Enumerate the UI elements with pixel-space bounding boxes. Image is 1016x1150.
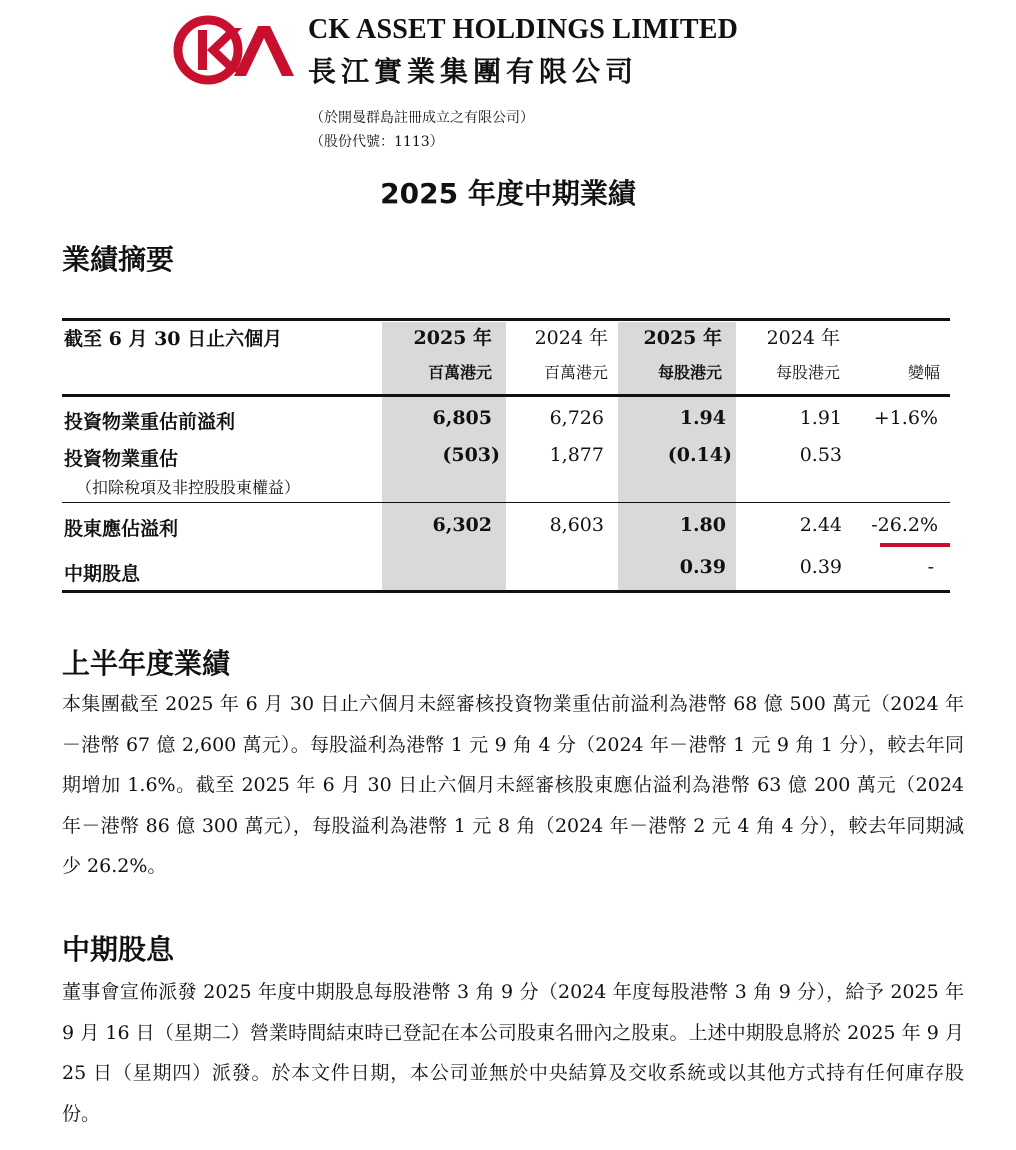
cell-value: 1.91 [799, 407, 842, 429]
results-summary-table [62, 318, 950, 594]
cell-value: (503) [442, 444, 500, 466]
results-paragraph: 本集團截至 2025 年 6 月 30 日止六個月未經審核投資物業重估前溢利為港幣 68 億 500 萬元（2024 年－港幣 67 億 2,600 萬元）。每股溢利為港幣 1 元 9 角 4 分（2024 年－港幣 1 元 9 角 1 分），較去年同期增加 1.6%。截至 2025 年 6 月 30 日止六個月未經審核股東應佔溢利為港幣 63 億 200 萬元（2024 年－港幣 86 億 300 萬元），每股溢利為港幣 1 元 8 角（2024 年－港幣 2 元 4 角 4 分），較去年同期減少 26.2%。 [62, 693, 964, 877]
summary-heading: 業績摘要 [62, 243, 175, 276]
company-name-en: CK ASSET HOLDINGS LIMITED [308, 14, 739, 45]
col-year-2025-hkm: 2025 年 [413, 327, 492, 349]
incorporation-text: （於開曼群島註冊成立之有限公司） [310, 110, 534, 126]
cell-value: 1,877 [549, 444, 604, 466]
cell-value: 0.39 [799, 556, 842, 578]
stock-code: （股份代號：1113） [310, 134, 444, 150]
cell-value: 8,603 [549, 514, 604, 536]
incorporation-note [310, 106, 534, 154]
cell-value: 6,302 [432, 514, 492, 536]
cell-change: +1.6% [873, 407, 938, 429]
col-year-2025-hkps: 2025 年 [643, 327, 722, 349]
cell-value: 1.80 [679, 514, 726, 536]
document-title: 2025 年度中期業績 [380, 177, 636, 210]
cell-value: 0.53 [799, 444, 842, 466]
cell-value: 0.39 [679, 556, 726, 578]
col-year-2024-hkps: 2024 年 [766, 327, 840, 349]
row-label: 投資物業重估前溢利 [64, 411, 236, 433]
highlight-underline [880, 543, 950, 547]
cell-change: - [927, 556, 934, 578]
col-change: 變幅 [907, 363, 940, 382]
row-label: 中期股息 [64, 563, 141, 585]
row-note: （扣除稅項及非控股股東權益） [76, 478, 301, 497]
table-top-rule [62, 318, 950, 321]
cell-change: -26.2% [871, 514, 938, 536]
col-unit-2024-hkm: 百萬港元 [543, 363, 608, 382]
dividend-heading: 中期股息 [62, 933, 175, 966]
ck-logo-icon [172, 14, 300, 86]
col-year-2024-hkm: 2024 年 [534, 327, 608, 349]
table-bottom-rule [62, 590, 950, 593]
cell-value: (0.14) [667, 444, 732, 466]
table-header-rule [62, 394, 950, 397]
table-subtotal-rule [62, 502, 950, 503]
col-unit-2024-hkps: 每股港元 [775, 363, 840, 382]
cell-value: 6,805 [432, 407, 492, 429]
cell-value: 1.94 [679, 407, 726, 429]
col-unit-2025-hkm: 百萬港元 [427, 363, 492, 382]
results-heading: 上半年度業績 [62, 647, 231, 680]
row-label: 投資物業重估 [64, 448, 179, 470]
col-unit-2025-hkps: 每股港元 [657, 363, 722, 382]
cell-value: 6,726 [549, 407, 604, 429]
company-name-zh: 長江實業集團有限公司 [308, 55, 639, 88]
row-label: 股東應佔溢利 [64, 518, 179, 540]
dividend-paragraph: 董事會宣佈派發 2025 年度中期股息每股港幣 3 角 9 分（2024 年度每股港幣 3 角 9 分），給予 2025 年 9 月 16 日（星期二）營業時間結束時已登記在本公司股東名冊內之股東。上述中期股息將於 2025 年 9 月 25 日（星期四）派發。於本文件日期，本公司並無於中央結算及交收系統或以其他方式持有任何庫存股份。 [62, 981, 964, 1125]
cell-value: 2.44 [799, 514, 842, 536]
period-label: 截至 6 月 30 日止六個月 [64, 328, 283, 350]
